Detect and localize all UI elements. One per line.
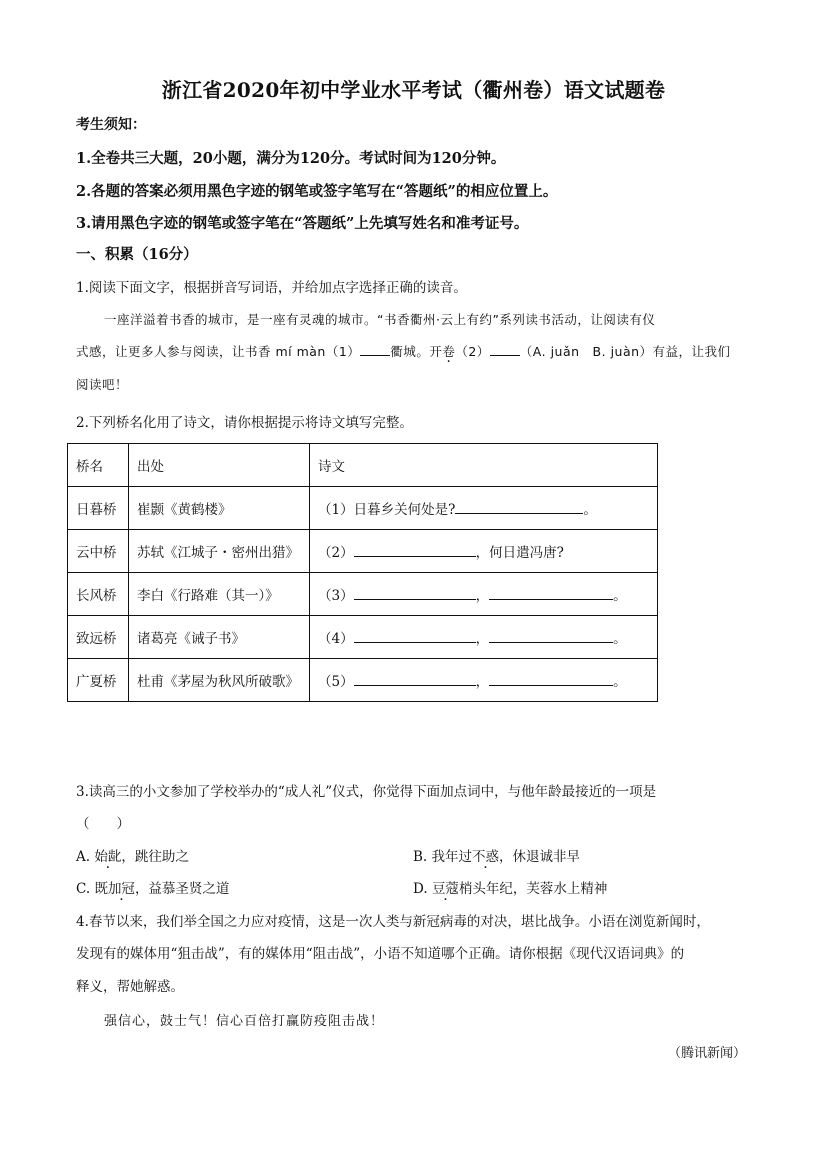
option-text: ，休退诚非早 xyxy=(499,849,581,865)
poem-source: 诸葛亮《诫子书》 xyxy=(129,616,310,659)
option-c xyxy=(76,877,229,897)
answer-blank xyxy=(489,630,613,643)
news-source: （腾讯新闻） xyxy=(667,1046,746,1061)
table-row xyxy=(68,530,658,573)
bridge-poem-table xyxy=(67,443,658,702)
option-text: ，跳往助之 xyxy=(121,849,189,865)
bridge-name: 日暮桥 xyxy=(68,487,129,530)
dotted-word: 加冠 xyxy=(107,881,135,897)
poem-text: 。 xyxy=(613,674,627,690)
question-4-line-1: 4.春节以来，我们举全国之力应对疫情，这是一次人类与新冠病毒的对决，堪比战争。小语在浏览新闻时， xyxy=(76,914,710,930)
poem-source: 杜甫《茅屋为秋风所破歌》 xyxy=(129,659,310,702)
passage-line-1: 一座洋溢着书香的城市，是一座有灵魂的城市。“书香衢州·云上有约”系列读书活动，让阅读有仪 xyxy=(104,312,656,327)
table-header-row xyxy=(68,444,658,487)
option-label: D. xyxy=(413,881,428,897)
option-text: 梢头年纪，芙蓉水上精神 xyxy=(458,881,608,897)
question-3-stem: 3.读高三的小文参加了学校举办的“成人礼”仪式，你觉得下面加点词中，与他年龄最接近的一项是 xyxy=(76,784,657,800)
news-headline: 强信心，鼓士气！信心百倍打赢防疫阻击战！ xyxy=(104,1014,385,1029)
poem-text: （1）日暮乡关何处是? xyxy=(318,502,456,518)
answer-blank xyxy=(489,587,613,600)
question-4-line-3: 释义，帮她解惑。 xyxy=(76,979,184,995)
option-a xyxy=(76,845,189,865)
notice-item-3: 3.请用黑色字迹的钢笔或签字笔在“答题纸”上先填写姓名和准考证号。 xyxy=(76,215,529,232)
section-heading: 一、积累（16分） xyxy=(76,246,198,263)
option-text: ，益慕圣贤之道 xyxy=(134,881,230,897)
passage-text: （A. juǎn B. juàn）有益，让我们 xyxy=(519,344,731,359)
question-2-stem: 2.下列桥名化用了诗文，请你根据提示将诗文填写完整。 xyxy=(76,415,413,431)
poem-cell xyxy=(310,573,658,616)
header-source: 出处 xyxy=(129,444,310,487)
dotted-character: 卷 xyxy=(442,344,456,359)
poem-cell xyxy=(310,530,658,573)
poem-text: 。 xyxy=(613,588,627,604)
option-text: 既 xyxy=(94,881,108,897)
option-d xyxy=(413,877,607,897)
passage-text: 式感，让更多人参与阅读，让书香 mí màn（1） xyxy=(76,344,361,359)
dotted-word: 始龀 xyxy=(94,849,122,865)
table-row xyxy=(68,616,658,659)
dotted-word: 豆蔻 xyxy=(431,881,459,897)
answer-blank xyxy=(489,673,613,686)
notice-item-2: 2.各题的答案必须用黑色字迹的钢笔或签字笔写在“答题纸”的相应位置上。 xyxy=(76,183,558,200)
answer-blank xyxy=(455,501,583,514)
poem-text: ， xyxy=(475,674,490,690)
poem-cell xyxy=(310,616,658,659)
notice-heading: 考生须知： xyxy=(76,117,146,133)
passage-text: 衢城。开 xyxy=(390,344,443,359)
dotted-word: 不惑 xyxy=(472,849,500,865)
table-row xyxy=(68,659,658,702)
notice-item-1: 1.全卷共三大题，20小题，满分为120分。考试时间为120分钟。 xyxy=(76,150,506,167)
poem-text: （5） xyxy=(318,674,354,690)
page-title: 浙江省2020年初中学业水平考试（衢州卷）语文试题卷 xyxy=(161,78,666,102)
poem-text: 。 xyxy=(583,502,597,518)
header-poem: 诗文 xyxy=(310,444,658,487)
answer-blank xyxy=(490,343,520,356)
question-4-line-2: 发现有的媒体用“狙击战”，有的媒体用“阻击战”，小语不知道哪个正确。请你根据《现代汉语词典》的 xyxy=(76,946,685,962)
answer-blank xyxy=(360,343,390,356)
bridge-name: 长风桥 xyxy=(68,573,129,616)
answer-bracket: （ ） xyxy=(76,816,130,832)
poem-source: 苏轼《江城子・密州出猎》 xyxy=(129,530,310,573)
bridge-name: 广夏桥 xyxy=(68,659,129,702)
answer-blank xyxy=(354,673,476,686)
poem-cell xyxy=(310,659,658,702)
option-text: 我年过 xyxy=(431,849,473,865)
bridge-name: 致远桥 xyxy=(68,616,129,659)
poem-text: 。 xyxy=(613,631,627,647)
option-label: C. xyxy=(76,881,91,897)
bridge-name: 云中桥 xyxy=(68,530,129,573)
passage-line-2 xyxy=(76,342,731,360)
poem-cell xyxy=(310,487,658,530)
question-1-stem: 1.阅读下面文字，根据拼音写词语，并给加点字选择正确的读音。 xyxy=(76,280,467,296)
poem-text: （4） xyxy=(318,631,354,647)
passage-line-3: 阅读吧！ xyxy=(76,377,129,392)
option-label: B. xyxy=(413,849,428,865)
poem-text: ，何日遣冯唐? xyxy=(475,545,564,561)
option-b xyxy=(413,845,580,865)
poem-text: （3） xyxy=(318,588,354,604)
passage-text: （2） xyxy=(455,344,490,359)
answer-blank xyxy=(354,544,476,557)
answer-blank xyxy=(354,587,476,600)
option-label: A. xyxy=(76,849,91,865)
poem-text: （2） xyxy=(318,545,354,561)
header-bridge: 桥名 xyxy=(68,444,129,487)
poem-text: ， xyxy=(475,631,490,647)
poem-source: 李白《行路难（其一）》 xyxy=(129,573,310,616)
table-row xyxy=(68,487,658,530)
poem-source: 崔颢《黄鹤楼》 xyxy=(129,487,310,530)
answer-blank xyxy=(354,630,476,643)
table-row xyxy=(68,573,658,616)
poem-text: ， xyxy=(475,588,490,604)
